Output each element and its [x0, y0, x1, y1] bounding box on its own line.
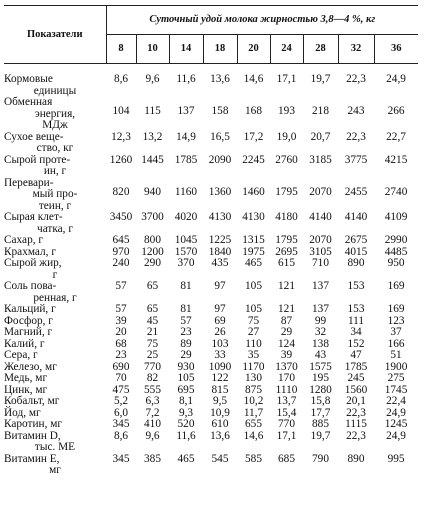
- yield-header: 18: [203, 35, 237, 64]
- row-label-line: ин, г: [43, 165, 67, 177]
- table-row: [4, 212, 418, 235]
- table-cell: 2455: [344, 185, 368, 198]
- table-cell: 1170: [242, 360, 265, 373]
- table-cell: 8,6: [113, 429, 129, 442]
- table-cell: 930: [177, 360, 195, 373]
- table-cell: 152: [347, 337, 365, 350]
- table-cell: 1245: [384, 418, 408, 430]
- row-label: [4, 178, 106, 213]
- table-cell: 555: [144, 383, 161, 396]
- table-cell: 2695: [275, 245, 298, 258]
- table-cell: 3775: [344, 153, 368, 166]
- row-label-line: Сырая клет-: [4, 211, 63, 223]
- table-cell: 17,1: [276, 73, 297, 85]
- row-label-line: Цинк, мг: [4, 383, 48, 396]
- table-cell: 7,2: [145, 406, 160, 419]
- table-cell: 3700: [141, 211, 164, 223]
- table-cell: 1570: [174, 245, 198, 258]
- table-cell: 4215: [384, 153, 408, 166]
- table-cell: 1795: [275, 185, 298, 198]
- table-cell: 47: [350, 349, 362, 361]
- row-label-line: Обменная: [4, 96, 53, 108]
- table-cell: 1560: [344, 383, 368, 396]
- row-label-line: Сахар, г: [4, 234, 43, 246]
- table-cell: 2990: [384, 234, 408, 246]
- table-cell: 121: [278, 280, 295, 292]
- row-label-line: Сырой проте-: [4, 153, 71, 166]
- table-cell: 3185: [309, 153, 332, 166]
- table-cell: 75: [247, 314, 260, 327]
- table-cell: 158: [211, 105, 229, 117]
- table-cell: 39: [280, 349, 293, 361]
- row-label-line: Крахмал, г: [4, 245, 56, 258]
- table-cell: 17,1: [276, 429, 297, 442]
- table-cell: 610: [211, 418, 229, 430]
- table-cell: 2070: [309, 185, 332, 198]
- table-row: [4, 419, 418, 431]
- row-label-line: мый про-: [32, 188, 78, 200]
- table-cell: 1115: [345, 418, 367, 430]
- table-cell: 1460: [242, 185, 265, 198]
- table-row: [4, 454, 418, 477]
- row-label-line: Соль пова-: [4, 280, 57, 292]
- table-row: [4, 431, 418, 454]
- table-cell: 166: [387, 337, 405, 350]
- table-cell: 11,7: [243, 406, 264, 419]
- table-cell: 22,3: [346, 73, 366, 85]
- table-cell: 169: [387, 303, 405, 315]
- table-cell: 243: [347, 105, 365, 117]
- table-cell: 4020: [174, 211, 198, 223]
- row-label-line: МДж: [42, 119, 68, 131]
- row-label: [4, 396, 106, 408]
- table-cell: 1110: [275, 383, 298, 396]
- table-cell: 10,9: [210, 406, 230, 419]
- table-cell: 3450: [109, 211, 133, 223]
- yield-header: 28: [303, 35, 338, 64]
- yield-header: 24: [270, 35, 303, 64]
- table-cell: 105: [245, 303, 262, 315]
- table-cell: 33: [214, 349, 226, 361]
- table-cell: 1975: [242, 245, 265, 258]
- table-cell: 65: [146, 280, 159, 292]
- table-cell: 82: [146, 372, 159, 384]
- table-cell: 4140: [344, 211, 368, 223]
- table-cell: 26: [214, 326, 226, 338]
- table-cell: 19,7: [310, 73, 331, 85]
- row-label: [4, 74, 106, 97]
- table-cell: 121: [278, 303, 295, 315]
- table-cell: 465: [177, 452, 195, 465]
- table-cell: 137: [177, 105, 195, 117]
- table-cell: 1445: [141, 153, 164, 166]
- table-cell: 1795: [275, 234, 298, 246]
- table-cell: 885: [312, 418, 329, 430]
- table-cell: 110: [245, 337, 262, 350]
- table-cell: 81: [180, 303, 192, 315]
- table-cell: 123: [387, 314, 405, 327]
- table-cell: 124: [278, 337, 295, 350]
- table-cell: 103: [211, 337, 229, 350]
- table-cell: 1785: [174, 153, 198, 166]
- table-cell: 5,2: [113, 395, 129, 407]
- table-cell: 890: [347, 257, 365, 269]
- table-cell: 22,3: [346, 429, 366, 442]
- table-row: [4, 304, 418, 316]
- table-row: [4, 74, 418, 97]
- row-label: [4, 454, 106, 477]
- table-cell: 240: [112, 257, 130, 269]
- table-cell: 130: [245, 372, 262, 384]
- table-row: [4, 327, 418, 339]
- table-cell: 21: [146, 326, 159, 338]
- table-cell: 138: [312, 337, 329, 350]
- table-cell: 815: [211, 383, 229, 396]
- table-cell: 410: [144, 418, 161, 430]
- table-cell: 266: [387, 105, 405, 117]
- table-cell: 995: [387, 452, 405, 465]
- table-cell: 24,9: [386, 429, 406, 442]
- table-cell: 9,3: [178, 406, 194, 419]
- table-cell: 2090: [208, 153, 232, 166]
- yield-header: 36: [374, 35, 418, 64]
- table-cell: 4140: [309, 211, 332, 223]
- table-cell: 8,1: [178, 395, 194, 407]
- table-cell: 4130: [242, 211, 265, 223]
- table-cell: 12,3: [111, 130, 131, 143]
- row-label-line: ренная, г: [33, 291, 77, 304]
- table-cell: 14,9: [176, 130, 196, 143]
- table-cell: 655: [245, 418, 262, 430]
- table-cell: 16,5: [210, 130, 230, 143]
- table-cell: 37: [390, 326, 402, 338]
- table-cell: 153: [347, 280, 365, 292]
- table-cell: 6,3: [145, 395, 160, 407]
- table-cell: 20: [115, 326, 127, 338]
- table-cell: 6,0: [113, 406, 129, 419]
- table-cell: 615: [278, 257, 295, 269]
- row-label-line: Каротин, мг: [4, 418, 63, 430]
- row-label-line: Сухое веще-: [4, 130, 64, 143]
- yield-header: 20: [237, 35, 270, 64]
- table-cell: 57: [180, 314, 192, 327]
- row-label-line: Медь, мг: [4, 372, 48, 384]
- table-cell: 14,6: [243, 73, 264, 85]
- table-cell: 104: [112, 105, 130, 117]
- table-cell: 1200: [141, 245, 164, 258]
- table-cell: 1090: [208, 360, 232, 373]
- row-label: [4, 281, 106, 304]
- table-row: [4, 132, 418, 155]
- table-cell: 11,6: [176, 429, 196, 442]
- table-cell: 345: [112, 452, 130, 465]
- table-cell: 105: [177, 372, 195, 384]
- row-label: [4, 235, 106, 247]
- table-cell: 68: [115, 337, 127, 350]
- table-cell: 11,6: [176, 73, 196, 85]
- row-label-line: Сырой жир,: [4, 257, 62, 269]
- table-row: [4, 373, 418, 385]
- row-label-line: чатка, г: [37, 222, 73, 235]
- table-cell: 690: [112, 360, 130, 373]
- table-cell: 790: [312, 452, 329, 465]
- table-cell: 3105: [309, 245, 332, 258]
- row-label: [4, 373, 106, 385]
- yield-header: 10: [136, 35, 169, 64]
- table-cell: 1280: [309, 383, 332, 396]
- table-cell: 13,6: [210, 429, 230, 442]
- table-cell: 97: [214, 280, 226, 292]
- table-cell: 770: [278, 418, 295, 430]
- table-cell: 345: [112, 418, 130, 430]
- table-cell: 1225: [208, 234, 232, 246]
- row-label: [4, 304, 106, 316]
- table-cell: 970: [112, 245, 130, 258]
- table-cell: 111: [347, 314, 365, 327]
- table-cell: 545: [211, 452, 229, 465]
- table-cell: 122: [211, 372, 229, 384]
- table-cell: 169: [387, 280, 405, 292]
- table-cell: 20,7: [310, 130, 331, 143]
- row-label-line: единицы: [33, 84, 77, 97]
- table-cell: 2740: [384, 185, 408, 198]
- table-cell: 137: [312, 303, 329, 315]
- table-cell: 1045: [174, 234, 198, 246]
- table-cell: 218: [312, 105, 329, 117]
- table-cell: 51: [390, 349, 402, 361]
- table-cell: 1840: [208, 245, 232, 258]
- row-label-line: ство, кг: [36, 142, 74, 154]
- table-cell: 89: [180, 337, 192, 350]
- row-label-line: Йод, мг: [4, 406, 41, 419]
- table-cell: 1260: [109, 153, 133, 166]
- row-label-line: Перевари-: [4, 176, 54, 189]
- table-cell: 1370: [275, 360, 298, 373]
- row-label-line: Железо, мг: [4, 360, 57, 373]
- table-cell: 105: [245, 280, 262, 292]
- table-cell: 4015: [344, 245, 368, 258]
- table-cell: 585: [245, 452, 262, 465]
- table-cell: 23: [180, 326, 192, 338]
- table-cell: 57: [115, 303, 127, 315]
- table-cell: 2070: [309, 234, 332, 246]
- table-cell: 170: [278, 372, 295, 384]
- row-label-line: Витамин Е,: [4, 452, 60, 465]
- table-cell: 99: [314, 314, 327, 327]
- row-label-line: Магний, г: [4, 326, 53, 338]
- row-label-line: Кормовые: [4, 73, 53, 85]
- table-cell: 710: [312, 257, 329, 269]
- table-cell: 195: [312, 372, 329, 384]
- table-cell: 168: [245, 105, 262, 117]
- row-label: [4, 327, 106, 339]
- table-cell: 950: [387, 257, 405, 269]
- table-cell: 20,1: [346, 395, 366, 407]
- table-cell: 43: [314, 349, 327, 361]
- table-cell: 15,8: [310, 395, 331, 407]
- table-cell: 275: [387, 372, 405, 384]
- table-row: [4, 258, 418, 281]
- table-cell: 1900: [384, 360, 408, 373]
- table-cell: 4130: [208, 211, 232, 223]
- table-cell: 695: [177, 383, 195, 396]
- table-cell: 35: [247, 349, 260, 361]
- table-cell: 520: [177, 418, 195, 430]
- table-cell: 770: [144, 360, 161, 373]
- table-cell: 685: [278, 452, 295, 465]
- table-cell: 81: [180, 280, 192, 292]
- table-cell: 800: [144, 234, 161, 246]
- row-label: [4, 350, 106, 362]
- table-cell: 1360: [208, 185, 232, 198]
- row-label-line: Калий, г: [4, 337, 45, 350]
- row-label: [4, 155, 106, 178]
- table-cell: 57: [115, 280, 127, 292]
- yield-header: 8: [106, 35, 136, 64]
- table-cell: 153: [347, 303, 365, 315]
- row-label: [4, 419, 106, 431]
- table-cell: 87: [280, 314, 293, 327]
- table-cell: 385: [144, 452, 161, 465]
- table-cell: 820: [112, 185, 130, 198]
- table-cell: 15,4: [276, 406, 297, 419]
- table-cell: 4180: [275, 211, 298, 223]
- row-label: [4, 97, 106, 132]
- row-label-line: мг: [49, 464, 61, 476]
- table-row: [4, 235, 418, 247]
- table-cell: 137: [312, 280, 329, 292]
- table-cell: 465: [245, 257, 262, 269]
- table-cell: 97: [214, 303, 226, 315]
- table-cell: 22,7: [386, 130, 406, 143]
- table-cell: 290: [144, 257, 161, 269]
- table-cell: 193: [278, 105, 295, 117]
- table-cell: 370: [177, 257, 195, 269]
- table-row: [4, 178, 418, 213]
- row-label: [4, 258, 106, 281]
- table-cell: 10,2: [243, 395, 264, 407]
- row-label-line: теин, г: [38, 199, 72, 212]
- table-cell: 70: [115, 372, 127, 384]
- table-cell: 9,6: [145, 429, 160, 442]
- yield-header: 14: [169, 35, 203, 64]
- row-label: [4, 132, 106, 155]
- table-cell: 13,2: [142, 130, 163, 143]
- table-cell: 890: [347, 452, 365, 465]
- row-label-line: Фосфор, г: [4, 314, 53, 327]
- table-cell: 435: [211, 257, 229, 269]
- table-cell: 29: [280, 326, 293, 338]
- table-row: [4, 281, 418, 304]
- row-label-line: Витамин D,: [4, 429, 61, 442]
- table-cell: 4485: [384, 245, 408, 258]
- table-cell: 2675: [344, 234, 368, 246]
- table-row: [4, 396, 418, 408]
- table-cell: 2760: [275, 153, 298, 166]
- table-cell: 2245: [242, 153, 265, 166]
- table-cell: 29: [180, 349, 192, 361]
- table-cell: 875: [245, 383, 262, 396]
- table-cell: 1315: [242, 234, 265, 246]
- table-cell: 940: [144, 185, 161, 198]
- table-cell: 19,0: [276, 130, 297, 143]
- table-cell: 24,9: [386, 73, 406, 85]
- table-cell: 1745: [384, 383, 408, 396]
- table-cell: 14,6: [243, 429, 264, 442]
- table-cell: 13,7: [276, 395, 297, 407]
- row-label-line: г: [52, 268, 58, 281]
- row-label: [4, 431, 106, 454]
- table-row: [4, 155, 418, 178]
- table-cell: 475: [112, 383, 130, 396]
- table-cell: 22,3: [346, 406, 366, 419]
- table-cell: 4109: [384, 211, 408, 223]
- table-cell: 69: [214, 314, 226, 327]
- table-cell: 13,6: [210, 73, 230, 85]
- table-cell: 24,9: [386, 406, 406, 419]
- feeding-norms-table: [4, 5, 418, 477]
- row-label-line: Кобальт, мг: [4, 395, 60, 407]
- row-label-line: Кальций, г: [4, 303, 56, 315]
- table-cell: 1160: [174, 185, 198, 198]
- table-cell: 25: [146, 349, 159, 361]
- table-row: [4, 97, 418, 132]
- table-row: [4, 350, 418, 362]
- table-cell: 22,3: [346, 130, 366, 143]
- table-cell: 45: [146, 314, 159, 327]
- indicator-header: Показатели: [4, 6, 106, 64]
- table-cell: 17,2: [243, 130, 264, 143]
- table-cell: 19,7: [310, 429, 331, 442]
- table-cell: 9,5: [212, 395, 228, 407]
- row-label-line: тыс. МЕ: [34, 441, 76, 453]
- table-cell: 245: [347, 372, 365, 384]
- table-cell: 23: [115, 349, 127, 361]
- table-cell: 27: [247, 326, 260, 338]
- table-cell: 65: [146, 303, 159, 315]
- table-cell: 34: [350, 326, 362, 338]
- table-cell: 22,4: [386, 395, 406, 407]
- table-cell: 1575: [309, 360, 332, 373]
- row-label-line: Сера, г: [4, 349, 38, 361]
- table-cell: 39: [115, 314, 127, 327]
- table-cell: 115: [144, 105, 161, 117]
- table-cell: 9,6: [145, 73, 160, 85]
- table-cell: 645: [112, 234, 130, 246]
- row-label: [4, 212, 106, 235]
- table-cell: 32: [314, 326, 327, 338]
- milk-yield-group-header: Суточный удой молока жирностью 3,8—4 %, кг: [106, 6, 418, 35]
- yield-header: 32: [338, 35, 374, 64]
- table-cell: 8,6: [113, 73, 129, 85]
- table-cell: 75: [146, 337, 159, 350]
- row-label-line: энергия,: [34, 107, 76, 120]
- table-cell: 17,7: [310, 406, 331, 419]
- table-cell: 1785: [344, 360, 368, 373]
